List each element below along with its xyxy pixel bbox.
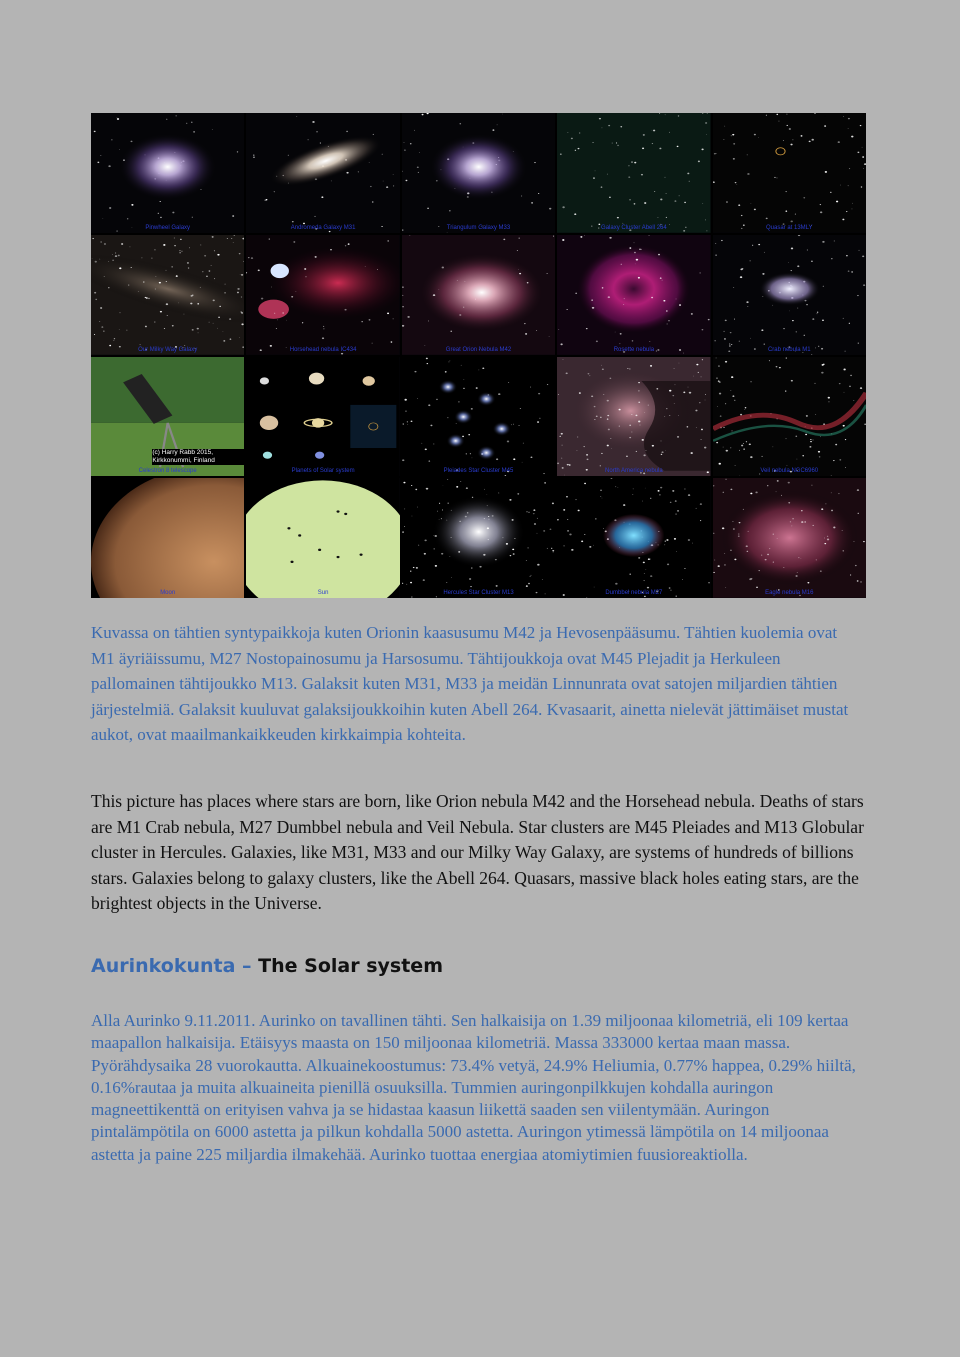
photo-caption: Triangulum Galaxy M33 bbox=[446, 224, 511, 231]
pinwheel-galaxy-photo bbox=[91, 113, 244, 233]
quasar-photo bbox=[713, 113, 866, 233]
photo-caption: Galaxy Cluster Abell 264 bbox=[601, 224, 667, 231]
planets-photo bbox=[246, 357, 399, 477]
milky-way-photo bbox=[91, 235, 244, 355]
hercules-cluster-photo bbox=[402, 478, 555, 598]
crab-nebula-photo bbox=[713, 235, 866, 355]
section-heading bbox=[91, 955, 443, 977]
credit-line-2: Kirkkonummi, Finland bbox=[152, 457, 215, 465]
andromeda-galaxy-photo bbox=[246, 113, 399, 233]
photo-caption: Horsehead nebula IC434 bbox=[289, 346, 357, 353]
eagle-nebula-photo bbox=[713, 478, 866, 598]
sun-paragraph: Alla Aurinko 9.11.2011. Aurinko on tavallinen tähti. Sen halkaisija on 1.39 miljoonaa kilometriä, eli 109 kertaa maapallon halkaisija. Etäisyys maasta on 150 miljoonaa kilometriä. Massa 333000 kertaa maan massa. Pyörähdysaika 28 vuorokautta. Alkuainekoostumus: 73.4% vetyä, 24.9% Heliumia, 0.77% happea, 0.29% hiiltä, 0.16%rautaa ja muita alkuaineita pienillä osuuksilla. Tummien auringonpilkkujen kohdalla auringon magneettikenttä on erityisen vahva ja se hidastaa kaasun liikettä saaden sen viilentymään. Auringon pintalämpötila on 6000 astetta ja pilkun kohdalla 5000 astetta. Auringon ytimessä lämpötila on 14 miljoonaa astetta ja paine 225 miljardia ilmakehää. Aurinko tuottaa energiaa atomiytimien fuusioreaktiolla. bbox=[91, 1011, 856, 1164]
moon-photo bbox=[91, 478, 244, 598]
finnish-paragraph: Kuvassa on tähtien syntypaikkoja kuten Orionin kaasusumu M42 ja Hevosenpääsumu. Tähtien kuolemia ovat M1 äyriäissumu, M27 Nostopainosumu ja Harsosumu. Tähtijoukkoja ovat M45 Plejadit ja Herkuleen pallomainen tähtijoukko M13. Galaksit kuten M31, M33 ja meidän Linnunrata ovat satojen miljardien tähtien järjestelmiä. Galaksit kuuluvat galaksijoukkoihin kuten Abell 264. Kvasaarit, ainetta nielevät jättimäiset mustat aukot, ovat maailmankaikkeuden kirkkaimpia kohteita. bbox=[91, 623, 849, 744]
orion-nebula-photo bbox=[402, 235, 555, 355]
photo-caption: Sun bbox=[317, 590, 329, 596]
pleiades-photo bbox=[402, 357, 555, 477]
photo-caption: Planets of Solar system bbox=[291, 468, 355, 475]
photo-caption: Our Milky Way Galaxy bbox=[138, 346, 198, 353]
photo-caption: Great Orion Nebula M42 bbox=[445, 346, 512, 353]
heading-english: The Solar system bbox=[258, 955, 443, 977]
astronomy-photo-collage bbox=[91, 113, 866, 598]
photo-caption: Dumbbel nebula M27 bbox=[605, 590, 663, 596]
dumbbell-nebula-photo bbox=[557, 478, 710, 598]
telescope-photo bbox=[91, 357, 244, 477]
triangulum-galaxy-photo bbox=[402, 113, 555, 233]
photo-caption: Crab nebula M1 bbox=[767, 346, 811, 353]
photo-caption: Pleiades Star Cluster M45 bbox=[443, 468, 514, 475]
photo-caption: Eagle nebula M16 bbox=[765, 590, 814, 596]
north-america-nebula-photo bbox=[557, 357, 710, 477]
sun-photo bbox=[246, 478, 399, 598]
english-paragraph: This picture has places where stars are born, like Orion nebula M42 and the Horsehead nebula. Deaths of stars are M1 Crab nebula, M27 Dumbbel nebula and Veil Nebula. Star clusters are M45 Pleiades and M13 Globular cluster in Hercules. Galaxies, like M31, M33 and our Milky Way Galaxy, are systems of hundreds of billions stars. Galaxies belong to galaxy clusters, like the Abell 264. Quasars, massive black holes eating stars, are the brightest objects in the Universe. bbox=[91, 791, 864, 913]
photo-caption: Andromeda Galaxy M31 bbox=[290, 224, 356, 231]
photo-caption: Hercules Star Cluster M13 bbox=[443, 590, 514, 596]
heading-finnish: Aurinkokunta bbox=[91, 955, 236, 977]
galaxy-cluster-photo bbox=[557, 113, 710, 233]
photo-caption: Veil nebula NGC6960 bbox=[760, 468, 819, 475]
photo-caption: Moon bbox=[160, 590, 176, 596]
photo-credit bbox=[152, 449, 244, 465]
photo-caption: North America nebula bbox=[605, 468, 663, 475]
rosette-nebula-photo bbox=[557, 235, 710, 355]
photo-caption: Pinwheel Galaxy bbox=[145, 224, 191, 231]
heading-dash: – bbox=[242, 955, 252, 977]
credit-line-1: (c) Harry Rabb 2015, bbox=[152, 449, 214, 457]
veil-nebula-photo bbox=[713, 357, 866, 477]
photo-caption: Rosette nebula bbox=[613, 346, 655, 353]
photo-caption: Celestron 8 telescope bbox=[138, 468, 197, 475]
horsehead-nebula-photo bbox=[246, 235, 399, 355]
photo-caption: Quasar at 13MLY bbox=[765, 224, 813, 231]
